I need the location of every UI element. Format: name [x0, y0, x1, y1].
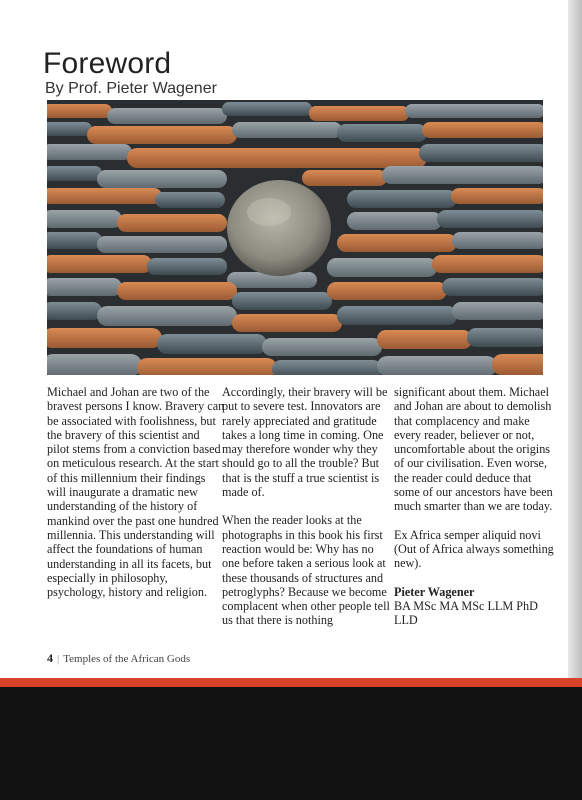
- text-column-3: [394, 385, 556, 627]
- paragraph: Accordingly, their bravery will be put to severe test. Innovators are rarely appreciated and gratitude takes a long time in coming. One may therefore wonder why they should go to all the trouble? But that is the stuff a true scientist is made of.: [222, 385, 388, 500]
- author-byline: By Prof. Pieter Wagener: [45, 80, 217, 97]
- page-title: Foreword: [43, 47, 172, 80]
- text-column-1: [47, 385, 225, 599]
- page-number: 4: [47, 651, 53, 665]
- page-footer: [47, 651, 190, 666]
- text-column-2: [222, 385, 392, 628]
- red-rule: [0, 678, 582, 687]
- stone-wall-icon: [47, 100, 543, 375]
- dark-background: [0, 687, 582, 800]
- book-title: Temples of the African Gods: [63, 653, 191, 665]
- signature-credentials: BA MSc MA MSc LLM PhD LLD: [394, 598, 538, 628]
- paragraph: Ex Africa semper aliquid novi (Out of Africa always something new).: [394, 527, 554, 571]
- paragraph: significant about them. Michael and Johan are about to demolish that complacency and make every reader, believer or not, uncomfortable about the origins of our civilisation. Even worse, the reader could deduce that some of our ancestors have been much smarter than we are today.: [394, 385, 553, 514]
- footer-separator: |: [57, 653, 60, 665]
- stone-wall-photo: [47, 100, 543, 375]
- paragraph: Michael and Johan are two of the bravest persons I know. Bravery can be associated with foolishness, but the bravery of this scientist and pilot stems from a conviction based on meticulous research. At the start of this millennium their findings will inaugurate a dramatic new understanding of the history of mankind over the past one hundred millennia. This understanding will affect the foundations of human understanding in all its facets, but especially in philosophy, psychology, history and religion.: [47, 385, 225, 600]
- paragraph: When the reader looks at the photographs in this book his first reaction would be: Why has no one before taken a serious look at these thousands of structures and petroglyphs? Because we become complacent when other people tell us that there is nothing: [222, 513, 390, 628]
- signature-name: Pieter Wagener: [394, 584, 475, 599]
- page-edge: [568, 0, 582, 680]
